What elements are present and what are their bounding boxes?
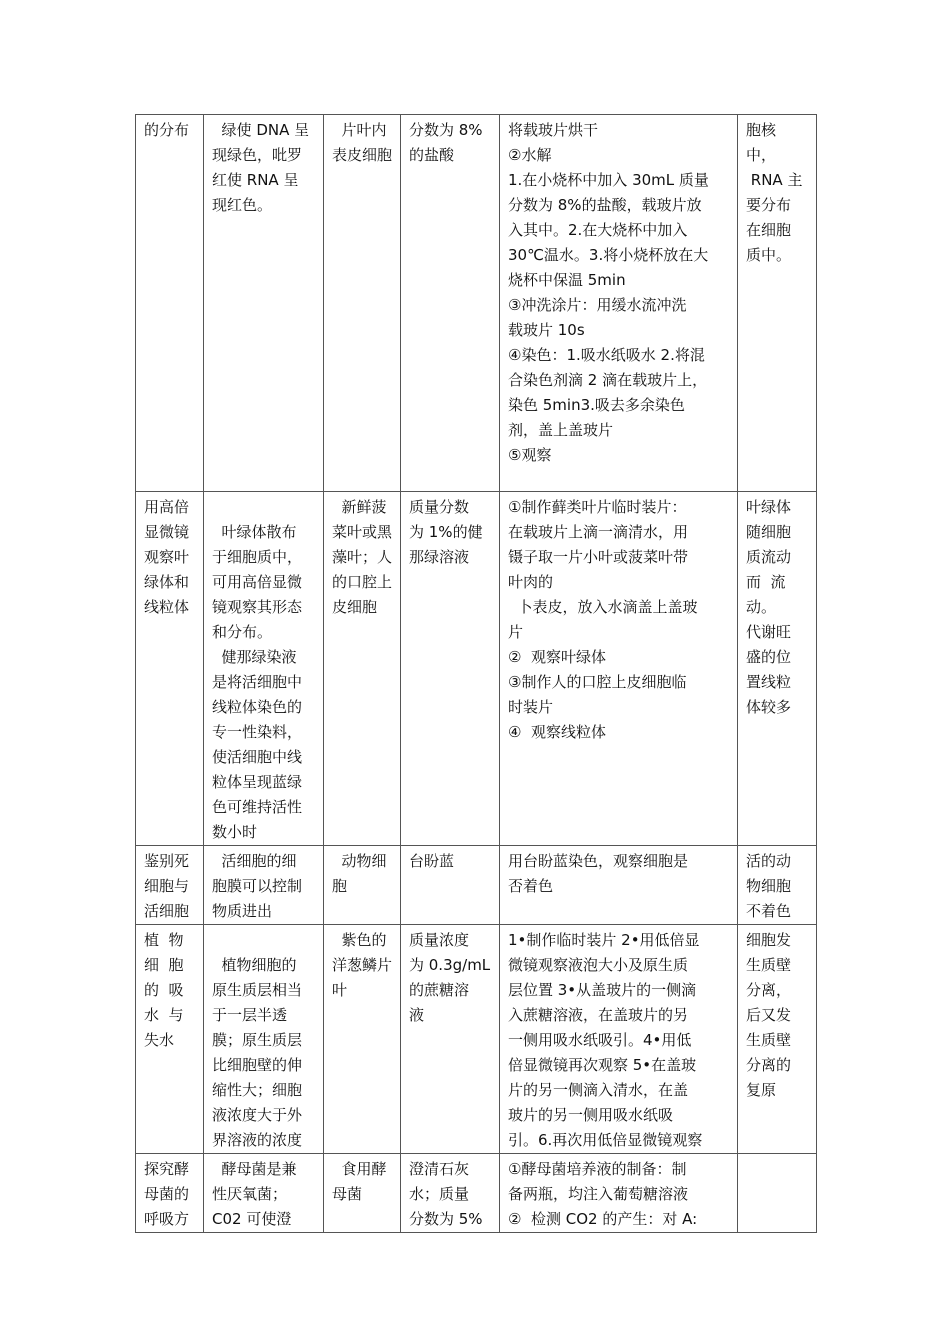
steps-cell: ①制作藓类叶片临时装片： 在载玻片上滴一滴清水，用 镊子取一片小叶或菠菜叶带 叶肉的 卜表皮，放入水滴盖上盖玻 片 ② 观察叶绿体 ③制作人的口腔上皮细胞临 时装片 ④ 观察线粒体 [500,492,738,846]
experiment-name-cell: 的分布 [136,115,204,492]
principle-cell: 叶绿体散布 于细胞质中， 可用高倍显微 镜观察其形态 和分布。 健那绿染液 是将活细胞中 线粒体染色的 专一性染料， 使活细胞中线 粒体呈现蓝绿 色可维持活性 数小时 [204,492,324,846]
material-cell: 动物细 胞 [324,846,401,925]
table-row [136,1154,817,1233]
table-row [136,492,817,846]
experiment-name-cell: 植 物 细 胞 的 吸 水 与 失水 [136,925,204,1154]
result-cell: 活的动 物细胞 不着色 [738,846,817,925]
experiment-table [135,114,817,1233]
steps-cell: 用台盼蓝染色，观察细胞是 否着色 [500,846,738,925]
material-cell: 片叶内 表皮细胞 [324,115,401,492]
material-cell: 新鲜菠 菜叶或黑 藻叶；人 的口腔上 皮细胞 [324,492,401,846]
principle-cell: 活细胞的细 胞膜可以控制 物质进出 [204,846,324,925]
material-cell: 紫色的 洋葱鳞片 叶 [324,925,401,1154]
table-row [136,115,817,492]
result-cell: 胞核 中， RNA 主 要分布 在细胞 质中。 [738,115,817,492]
reagent-cell: 澄清石灰 水；质量 分数为 5% [401,1154,500,1233]
experiment-name-cell: 鉴别死 细胞与 活细胞 [136,846,204,925]
result-cell [738,1154,817,1233]
result-cell: 叶绿体 随细胞 质流动 而 流 动。 代谢旺 盛的位 置线粒 体较多 [738,492,817,846]
reagent-cell: 质量浓度 为 0.3g/mL 的蔗糖溶 液 [401,925,500,1154]
table-row [136,846,817,925]
reagent-cell: 台盼蓝 [401,846,500,925]
experiment-name-cell: 探究酵 母菌的 呼吸方 [136,1154,204,1233]
principle-cell: 绿使 DNA 呈 现绿色，吡罗 红使 RNA 呈 现红色。 [204,115,324,492]
principle-cell: 植物细胞的 原生质层相当 于一层半透 膜；原生质层 比细胞壁的伸 缩性大；细胞 液浓度大于外 界溶液的浓度 [204,925,324,1154]
steps-cell: ①酵母菌培养液的制备：制 备两瓶，均注入葡萄糖溶液 ② 检测 CO2 的产生：对 A: [500,1154,738,1233]
steps-cell: 1•制作临时装片 2•用低倍显 微镜观察液泡大小及原生质 层位置 3•从盖玻片的一侧滴 入蔗糖溶液，在盖玻片的另 一侧用吸水纸吸引。4•用低 倍显微镜再次观察 5•在盖玻 片的另一侧滴入清水，在盖 玻片的另一侧用吸水纸吸 引。6.再次用低倍显微镜观察 [500,925,738,1154]
table-row [136,925,817,1154]
experiment-name-cell: 用高倍 显微镜 观察叶 绿体和 线粒体 [136,492,204,846]
reagent-cell: 质量分数 为 1%的健 那绿溶液 [401,492,500,846]
principle-cell: 酵母菌是兼 性厌氧菌； C02 可使澄 [204,1154,324,1233]
material-cell: 食用酵 母菌 [324,1154,401,1233]
steps-cell: 将载玻片烘干 ②水解 1.在小烧杯中加入 30mL 质量 分数为 8%的盐酸，载玻片放 入其中。2.在大烧杯中加入 30℃温水。3.将小烧杯放在大 烧杯中保温 5min ③冲洗涂片：用缓水流冲洗 载玻片 10s ④染色：1.吸水纸吸水 2.将混 合染色剂滴 2 滴在载玻片上， 染色 5min3.吸去多余染色 剂，盖上盖玻片 ⑤观察 [500,115,738,492]
result-cell: 细胞发 生质壁 分离， 后又发 生质壁 分离的 复原 [738,925,817,1154]
reagent-cell: 分数为 8% 的盐酸 [401,115,500,492]
